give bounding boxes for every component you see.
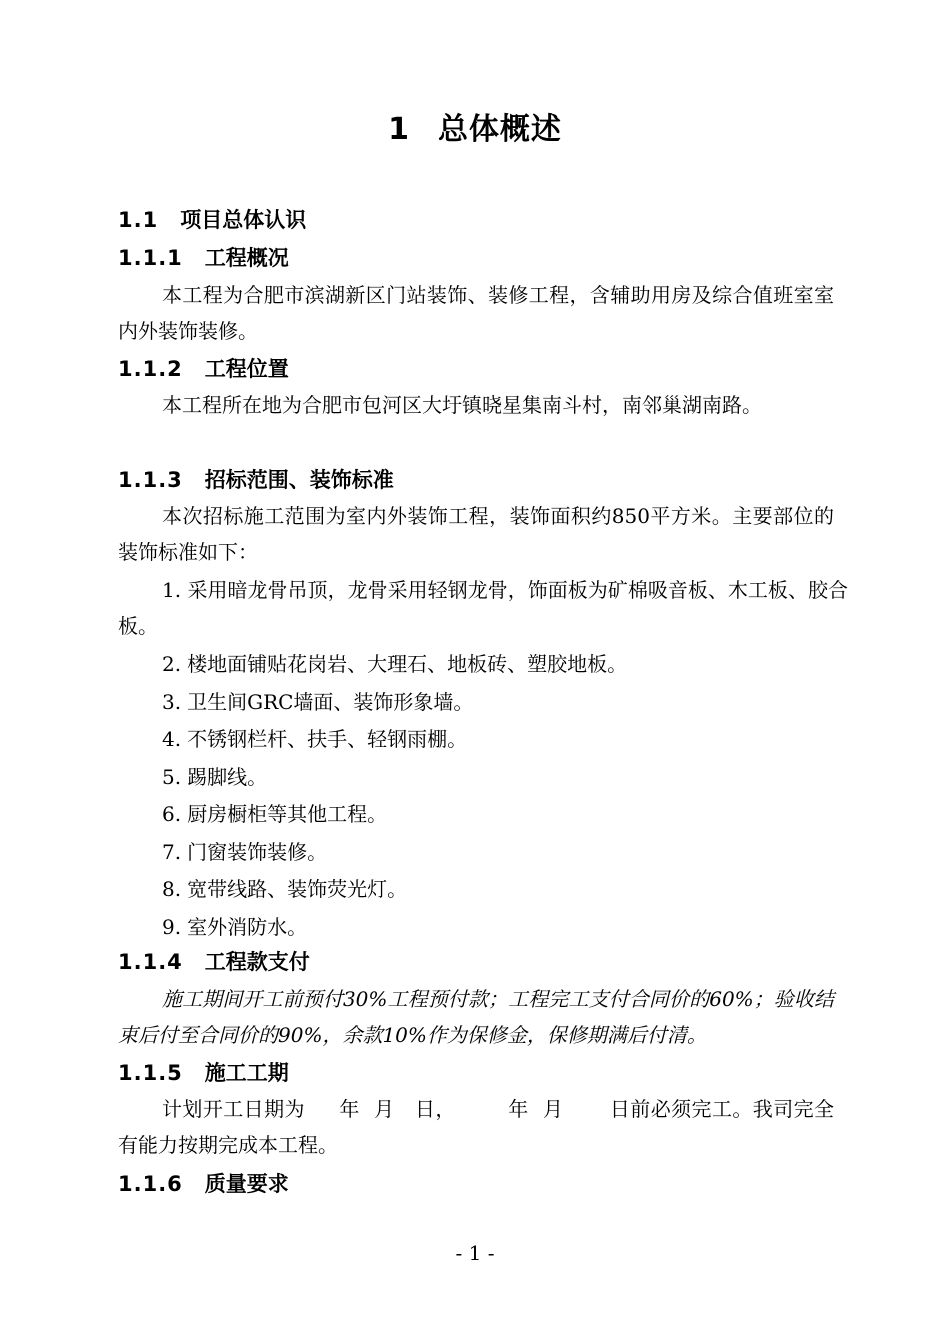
start-day-label: 日， <box>414 1097 456 1121</box>
heading-1-1-1 <box>118 244 289 272</box>
list-item <box>162 838 327 866</box>
paragraph-overview: 本工程为合肥市滨湖新区门站装饰、装修工程，含辅助用房及综合值班室室内外装饰装修。 <box>118 283 834 343</box>
heading-number: 1.1.6 <box>118 1172 183 1196</box>
list-item-number: 4. <box>162 727 182 751</box>
heading-number: 1.1 <box>118 208 159 232</box>
heading-text: 工程位置 <box>204 357 289 381</box>
list-item <box>162 800 387 828</box>
heading-number: 1.1.2 <box>118 357 183 381</box>
list-item-text: 踢脚线。 <box>187 764 268 789</box>
heading-number: 1.1.3 <box>118 468 183 492</box>
heading-text: 工程款支付 <box>204 950 310 974</box>
schedule-text-start: 计划开工日期为 <box>162 1097 305 1121</box>
heading-text: 项目总体认识 <box>180 208 307 232</box>
list-item-number: 9. <box>162 914 182 939</box>
page-number: - 1 - <box>455 1241 495 1265</box>
heading-text: 质量要求 <box>204 1172 289 1196</box>
heading-1-1 <box>118 206 306 234</box>
list-item <box>162 650 627 678</box>
heading-text: 招标范围、装饰标准 <box>204 468 394 492</box>
page-title <box>0 108 950 152</box>
list-item-number: 8. <box>162 877 182 901</box>
list-item-text: 不锈钢栏杆、扶手、轻钢雨棚。 <box>187 727 468 751</box>
heading-number: 1.1.1 <box>118 246 183 270</box>
list-item <box>162 913 307 941</box>
list-item-text: 厨房橱柜等其他工程。 <box>187 802 388 826</box>
list-item-text: 室外消防水。 <box>187 914 308 939</box>
paragraph-schedule <box>118 1091 834 1163</box>
list-item <box>162 875 407 903</box>
heading-number: 1.1.5 <box>118 1061 183 1085</box>
end-month-label: 月 <box>542 1097 564 1121</box>
heading-1-1-5 <box>118 1059 289 1087</box>
heading-1-1-4 <box>118 948 310 976</box>
heading-number: 1.1.4 <box>118 950 183 974</box>
heading-1-1-6 <box>118 1170 289 1198</box>
list-item-text: 宽带线路、装饰荧光灯。 <box>187 877 408 901</box>
list-item-number: 2. <box>162 652 182 676</box>
list-item <box>162 725 467 753</box>
paragraph-location: 本工程所在地为合肥市包河区大圩镇晓星集南斗村，南邻巢湖南路。 <box>162 393 762 417</box>
paragraph-scope: 本次招标施工范围为室内外装饰工程，装饰面积约850平方米。主要部位的装饰标准如下： <box>118 504 834 564</box>
list-item-text: 门窗装饰装修。 <box>187 839 328 864</box>
list-item-text: 楼地面铺贴花岗岩、大理石、地板砖、塑胶地板。 <box>187 652 628 676</box>
list-item <box>162 763 267 791</box>
list-item-number: 7. <box>162 839 182 864</box>
list-item-number: 6. <box>162 802 182 826</box>
list-item: 1. 采用暗龙骨吊顶，龙骨采用轻钢龙骨，饰面板为矿棉吸音板、木工板、胶合板。 <box>118 578 848 638</box>
heading-1-1-3 <box>118 466 394 494</box>
list-item-text: 卫生间GRC墙面、装饰形象墙。 <box>187 689 474 714</box>
page-title-number: 1 <box>388 112 410 147</box>
heading-text: 施工工期 <box>204 1061 289 1085</box>
page-title-text: 总体概述 <box>437 112 562 147</box>
heading-text: 工程概况 <box>204 246 289 270</box>
heading-1-1-2 <box>118 355 289 383</box>
end-year-label: 年 <box>507 1097 529 1121</box>
paragraph-payment: 施工期间开工前预付30%工程预付款；工程完工支付合同价的60%；验收结束后付至合同价的90%，余款10%作为保修金，保修期满后付清。 <box>118 987 834 1047</box>
start-month-label: 月 <box>373 1097 395 1121</box>
schedule-text-end: 日前必须完工。我司完全有能力按期完成本工程。 <box>118 1097 835 1157</box>
list-item <box>162 688 473 716</box>
list-item-number: 3. <box>162 689 182 714</box>
list-item-number: 5. <box>162 764 182 789</box>
start-year-label: 年 <box>338 1097 360 1121</box>
